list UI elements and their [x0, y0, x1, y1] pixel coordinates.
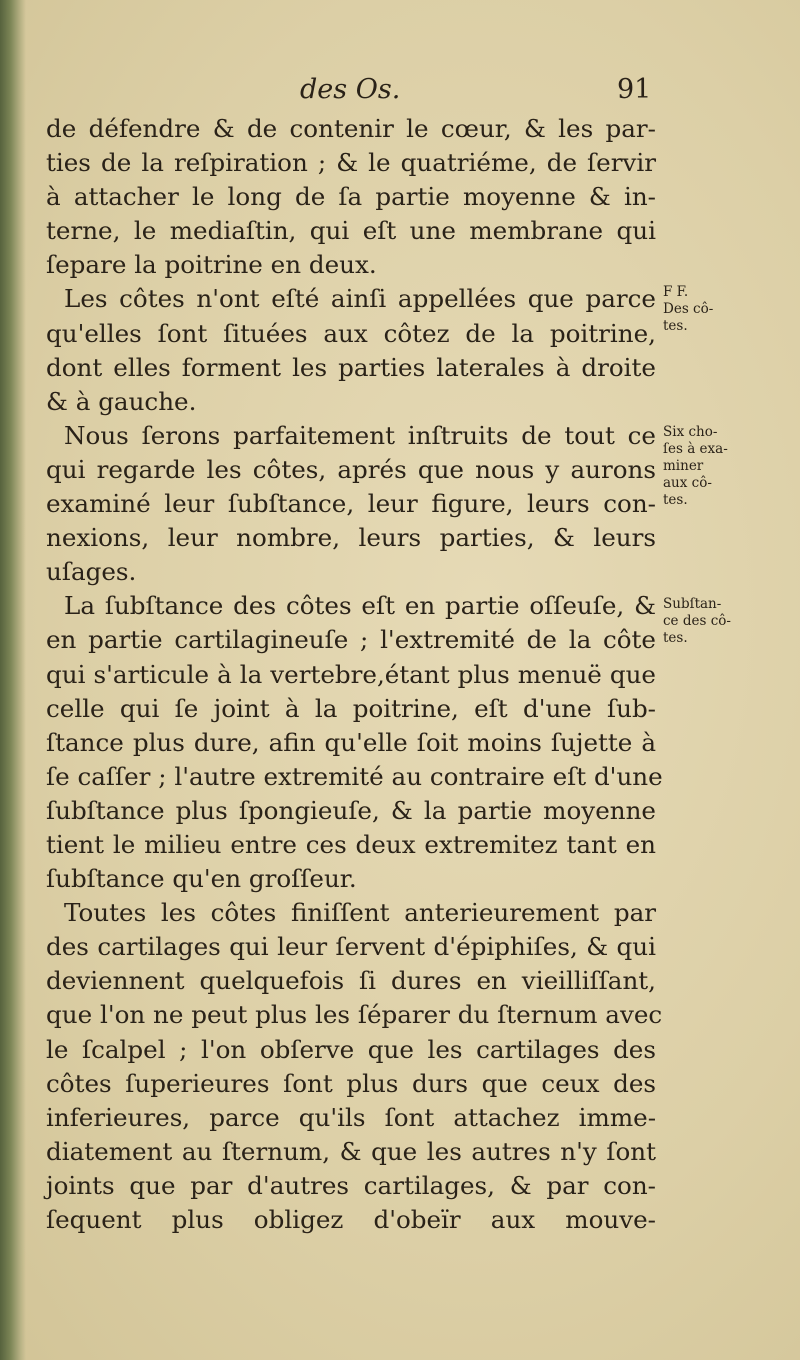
text-line: ſubſtance plus ſpongieuſe, & la partie moyenne [46, 795, 656, 825]
margin-note-line: tes. [663, 630, 688, 646]
text-line: de défendre & de contenir le cœur, & les par- [46, 114, 656, 143]
margin-note-line: aux cô- [663, 475, 712, 491]
text-line: qui regarde les côtes, aprés que nous y aurons [46, 454, 656, 484]
body-text [46, 112, 663, 1237]
text-line: ſepare la poitrine en deux. [46, 250, 377, 280]
margin-note-line: Des cô- [663, 301, 714, 317]
margin-note-line: tes. [663, 492, 688, 508]
text-line: ties de la reſpiration ; & le quatriéme, de ſervir [46, 148, 656, 178]
text-line: le ſcalpel ; l'on obſerve que les cartilages des [46, 1034, 656, 1064]
text-line: ſequent plus obligez d'obeïr aux mouve- [46, 1205, 656, 1234]
running-title: des Os. [300, 74, 401, 105]
text-line: inferieures, parce qu'ils ſont attachez imme- [46, 1102, 656, 1132]
text-line: des cartilages qui leur ſervent d'épiphiſes, & qui [46, 932, 656, 962]
text-line: examiné leur ſubſtance, leur figure, leurs con- [46, 489, 656, 519]
margin-note-line: F F. [663, 284, 689, 300]
binding-shadow [0, 0, 26, 1360]
text-line: diatement au ſternum, & que les autres n'y ſont [46, 1136, 656, 1166]
text-line: uſages. [46, 557, 137, 587]
text-line: à attacher le long de ſa partie moyenne & in- [46, 182, 656, 212]
margin-note-line: Six cho- [663, 424, 718, 440]
page-header [0, 74, 800, 114]
text-line: nexions, leur nombre, leurs parties, & leurs [46, 523, 656, 553]
margin-note-line: Subſtan- [663, 596, 722, 612]
margin-note-line: miner [663, 458, 704, 474]
text-line: que l'on ne peut plus les ſéparer du ſternum avec [46, 1000, 663, 1030]
text-line: deviennent quelquefois ſi dures en vieilliſſant, [46, 966, 656, 996]
text-line: qui s'articule à la vertebre,étant plus menuë que [46, 659, 656, 689]
text-line: & à gauche. [46, 386, 197, 416]
text-line: La ſubſtance des côtes eſt en partie oſſeuſe, & [64, 591, 656, 621]
text-line: dont elles forment les parties laterales à droite [46, 352, 656, 382]
text-line: Les côtes n'ont eſté ainſi appellées que parce [64, 284, 656, 314]
margin-note-line: ce des cô- [663, 613, 731, 629]
text-line: celle qui ſe joint à la poitrine, eſt d'une ſub- [46, 693, 656, 723]
text-line: Toutes les côtes finiſſent anterieurement par [64, 898, 656, 928]
text-line: Nous ſerons parfaitement inſtruits de tout ce [64, 420, 656, 450]
margin-note-line: ſes à exa- [663, 441, 728, 457]
text-line: joints que par d'autres cartilages, & par con- [46, 1170, 656, 1200]
text-line: en partie cartilagineuſe ; l'extremité de la côte [46, 625, 656, 655]
page-number: 91 [617, 74, 652, 105]
text-line: qu'elles ſont ſituées aux côtez de la poitrine, [46, 318, 656, 348]
text-line: ſtance plus dure, afin qu'elle ſoit moins ſujette à [46, 727, 656, 757]
text-line: côtes ſuperieures ſont plus durs que ceux des [46, 1068, 656, 1098]
text-line: ſe caſſer ; l'autre extremité au contraire eſt d'une [46, 761, 663, 791]
margin-note-ribs-name [663, 284, 783, 335]
margin-note-substance [663, 596, 783, 647]
text-line: ſubſtance qu'en groſſeur. [46, 864, 357, 894]
margin-note-six-things [663, 424, 783, 509]
margin-note-line: tes. [663, 318, 688, 334]
text-line: tient le milieu entre ces deux extremitez tant en [46, 829, 656, 859]
text-line: terne, le mediaſtin, qui eſt une membrane qui [46, 216, 656, 246]
